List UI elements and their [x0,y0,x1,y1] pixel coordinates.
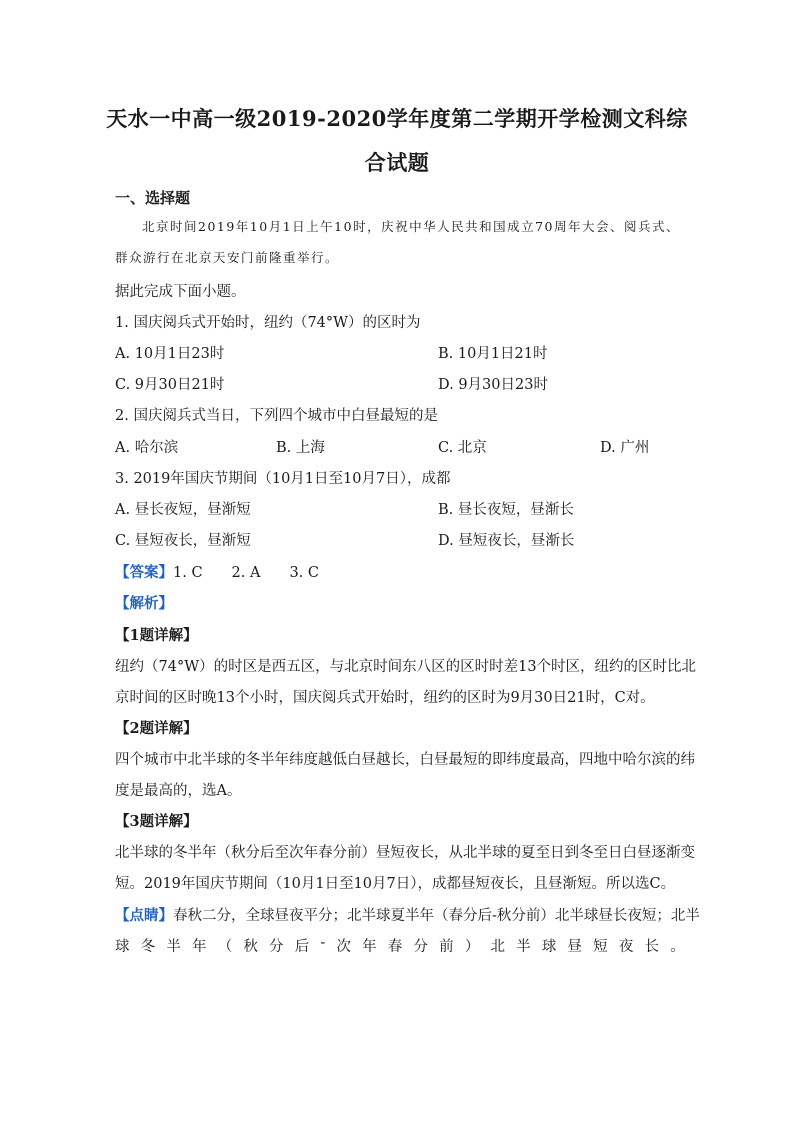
tip-char: 半 [516,939,531,955]
detail-2-line-1: 四个城市中北半球的冬半年纬度越低白昼越长，白昼最短的即纬度最高，四地中哈尔滨的纬 [115,752,695,768]
detail-3-line-2: 短。2019年国庆节期间（10月1日至10月7日），成都昼短夜长，且昼渐短。所以选C。 [115,876,676,892]
instruction-text: 据此完成下面小题。 [115,284,246,300]
question-1-option-c: C. 9月30日21时 [115,377,225,393]
question-3-option-c: C. 昼短夜长，昼渐短 [115,533,251,549]
tip-char: 秋 [243,939,258,955]
tip-char: 。 [670,939,685,955]
tip-char: 长 [644,939,660,955]
detail-1-line-1: 纽约（74°W）的时区是西五区，与北京时间东八区的区时时差13个时区，纽约的区时比北 [115,659,697,675]
tip-char: 短 [593,939,608,955]
document-title-line-2: 合试题 [364,150,430,175]
tip-char: 半 [166,939,181,955]
passage-line-2: 群众游行在北京天安门前隆重举行。 [115,250,340,265]
answer-label: 【答案】 [115,564,173,581]
answer-line [115,561,319,582]
tip-text-1: 春秋二分，全球昼夜平分；北半球夏半年（春分后-秋分前）北半球昼长夜短；北半 [173,908,700,924]
tip-char: 夜 [618,939,634,955]
question-3-stem: 3. 2019年国庆节期间（10月1日至10月7日），成都 [115,471,451,487]
tip-char: 分 [269,939,284,955]
tip-char: （ [217,939,233,955]
tip-char: 北 [490,939,505,955]
detail-3-line-1: 北半球的冬半年（秋分后至次年春分前）昼短夜长，从北半球的夏至日到冬至日白昼逐渐变 [115,845,695,861]
detail-2-line-2: 度是最高的，选A。 [115,783,242,799]
tip-line-1 [115,904,700,925]
tip-line-2 [115,935,685,956]
tip-char: 年 [362,939,377,955]
tip-label: 【点睛】 [115,907,173,924]
question-2-stem: 2. 国庆阅兵式当日，下列四个城市中白昼最短的是 [115,408,438,424]
tip-char: - [320,935,326,951]
detail-3-label: 【3题详解】 [115,813,198,830]
tip-char: 次 [336,939,351,955]
tip-char: ） [464,939,480,955]
tip-char: 球 [115,939,130,955]
question-3-option-d: D. 昼短夜长，昼渐长 [438,533,575,549]
question-3-option-a: A. 昼长夜短，昼渐短 [115,502,251,518]
question-1-option-a: A. 10月1日23时 [115,346,225,362]
tip-char: 后 [294,939,310,955]
section-heading: 一、选择题 [115,189,191,207]
analysis-label: 【解析】 [115,595,173,612]
tip-char: 春 [387,939,403,955]
question-3-option-b: B. 昼长夜短，昼渐长 [438,502,574,518]
detail-1-label: 【1题详解】 [115,627,198,644]
tip-char: 球 [541,939,557,955]
document-title-line-1: 天水一中高一级2019-2020学年度第二学期开学检测文科综 [106,106,688,131]
question-2-option-b: B. 上海 [276,440,325,456]
tip-char: 昼 [567,939,582,955]
question-1-option-b: B. 10月1日21时 [438,346,548,362]
tip-char: 分 [413,939,428,955]
detail-2-label: 【2题详解】 [115,720,198,737]
tip-char: 年 [192,939,207,955]
question-2-option-d: D. 广州 [600,440,650,456]
question-1-stem: 1. 国庆阅兵式开始时，纽约（74°W）的区时为 [115,315,421,331]
question-2-option-a: A. 哈尔滨 [115,440,179,456]
tip-char: 前 [439,939,454,955]
tip-char: 冬 [140,939,156,955]
passage-line-1: 北京时间2019年10月1日上午10时，庆祝中华人民共和国成立70周年大会、阅兵式、 [142,219,680,234]
question-1-option-d: D. 9月30日23时 [438,377,548,393]
question-2-option-c: C. 北京 [438,440,487,456]
detail-1-line-2: 京时间的区时晚13个小时，国庆阅兵式开始时，纽约的区时为9月30日21时，C对。 [115,690,655,706]
answer-text: 1. C 2. A 3. C [173,565,319,581]
